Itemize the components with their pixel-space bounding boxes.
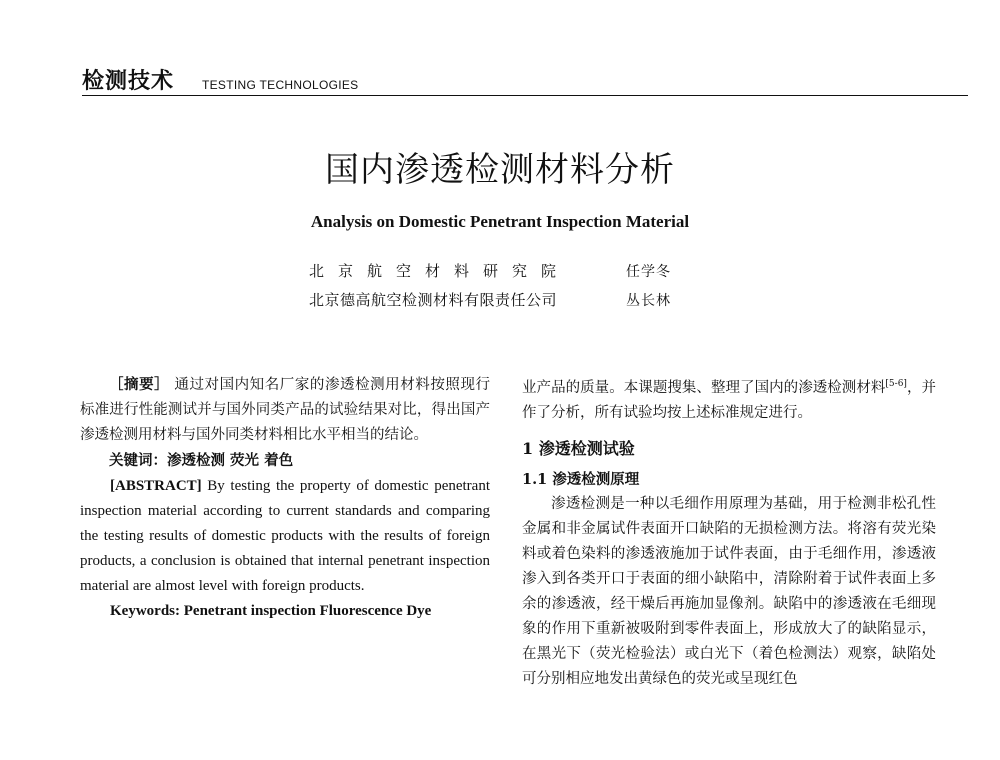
author-2: 丛长林	[626, 293, 671, 309]
keywords-cn	[80, 448, 490, 474]
abstract-cn-label: ［摘要］	[109, 376, 170, 393]
abstract-cn-text: 通过对国内知名厂家的渗透检测用材料按照现行标准进行性能测试并与国外同类产品的试验结果对比，得出国产渗透检测用材料与国外同类材料相比水平相当的结论。	[80, 377, 491, 443]
header-section-en: TESTING TECHNOLOGIES	[202, 78, 359, 92]
keywords-en	[80, 599, 490, 624]
keywords-en-text: Penetrant inspection Fluorescence Dye	[183, 603, 432, 619]
header-rule	[82, 95, 968, 96]
abstract-cn	[80, 372, 490, 448]
body-paragraph: 渗透检测是一种以毛细作用原理为基础，用于检测非松孔性金属和非金属试件表面开口缺陷的无损检测方法。将溶有荧光染料或着色染料的渗透液施加于试件表面，由于毛细作用，渗透液渗入到各类开口于表面的细小缺陷中，清除附着于试件表面上多余的渗透液，经干燥后再施加显像剂。缺陷中的渗透液在毛细现象的作用下重新被吸附到零件表面上，形成放大了的缺陷显示，在黑光下（荧光检验法）或白光下（着色检测法）观察，缺陷处可分别相应地发出黄绿色的荧光或呈现红色	[522, 495, 936, 687]
title-cn: 国内渗透检测材料分析	[325, 150, 675, 190]
right-column	[522, 372, 936, 692]
keywords-cn-label: 关键词：	[109, 452, 167, 469]
abstract-en-label: [ABSTRACT]	[110, 478, 202, 494]
affiliation-2: 北京德高航空检测材料有限责任公司	[309, 291, 558, 309]
left-column	[80, 372, 490, 624]
author-1: 任学冬	[626, 264, 671, 280]
keywords-cn-text: 渗透检测 荧光 着色	[167, 452, 294, 469]
subsection-heading: 1.1 渗透检测原理	[522, 470, 640, 488]
running-header	[82, 64, 968, 98]
citation-ref: [5-6]	[885, 379, 907, 389]
title-en: Analysis on Domestic Penetrant Inspection Material	[310, 212, 690, 231]
affiliation-1: 北京航空材料研究院	[309, 262, 571, 280]
intro-text-a: 业产品的质量。本课题搜集、整理了国内的渗透检测材料	[522, 379, 886, 396]
keywords-en-label: Keywords:	[110, 603, 180, 619]
section-heading: 1 渗透检测试验	[522, 438, 635, 458]
abstract-en-text: By testing the property of domestic penetrant inspection material according to current standards and comparing the testing results of domestic products with the results of foreign products, a conclusion is obtained that internal penetrant inspection material are almost level with foreign products.	[80, 478, 490, 594]
abstract-en	[80, 474, 490, 599]
intro-paragraph	[522, 372, 936, 426]
intro-text-b: ，并作了分析，所有试验均按上述标准规定进行。	[522, 379, 937, 421]
header-section-cn: 检测技术	[82, 68, 175, 94]
